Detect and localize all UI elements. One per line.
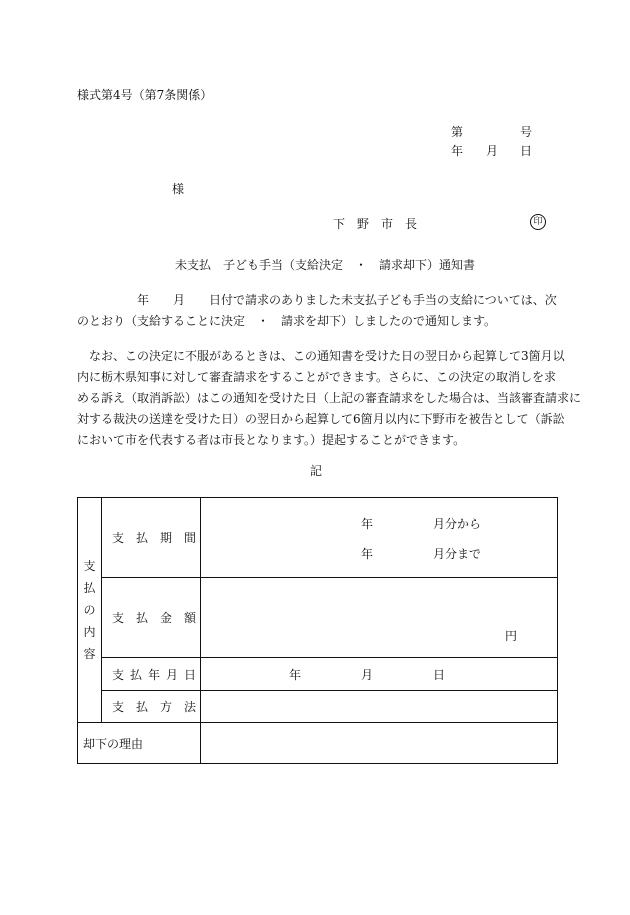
seal-mark: 印 — [530, 214, 546, 230]
paragraph-line: 対する裁決の送達を受けた日）の翌日から起算して6箇月以内に下野市を被告として（訴訟 — [77, 412, 565, 426]
group-label-char: 内 — [83, 625, 96, 639]
number-suffix: 号 — [520, 125, 533, 139]
ki-heading: 記 — [310, 464, 323, 478]
period-to-label: 月分まで — [433, 547, 482, 561]
period-from-label: 月分から — [433, 517, 482, 531]
period-value-cell[interactable] — [201, 498, 558, 578]
group-label-char: 払 — [83, 581, 96, 595]
paragraph-line: のとおり（支給することに決定 ・ 請求を却下）しましたので通知します。 — [77, 314, 497, 328]
group-label-char: の — [83, 603, 96, 617]
date-year: 年 — [451, 144, 464, 158]
reject-value-cell[interactable] — [201, 723, 558, 764]
date-label-cell: 支 払 年 月 日 — [102, 658, 201, 691]
paragraph-line: める訴え（取消訴訟）はこの通知を受けた日（上記の審査請求をした場合は、当該審査請求に — [77, 391, 582, 405]
pay-date-day: 日 — [433, 668, 446, 682]
amount-value-cell[interactable] — [201, 578, 558, 658]
pay-date-year: 年 — [289, 668, 302, 682]
paragraph-line: 年 月 日付で請求のありました未支払子ども手当の支給については、次 — [77, 293, 557, 307]
issuer: 下 野 市 長 — [333, 217, 418, 231]
pay-date-month: 月 — [361, 668, 374, 682]
amount-unit: 円 — [505, 629, 518, 643]
date-value-cell[interactable] — [201, 658, 558, 691]
method-value-cell[interactable] — [201, 691, 558, 723]
document-title: 未支払 子ども手当（支給決定 ・ 請求却下）通知書 — [175, 258, 476, 272]
form-number: 様式第4号（第7条関係） — [77, 88, 213, 102]
group-label-cell — [78, 498, 102, 723]
paragraph-1 — [77, 290, 557, 332]
paragraph-line: なお、この決定に不服があるときは、この通知書を受けた日の翌日から起算して3箇月以 — [77, 349, 565, 363]
reject-label-cell — [78, 723, 201, 764]
reject-label: 却下の理由 — [83, 736, 144, 751]
period-to-year: 年 — [361, 547, 374, 561]
period-from-year: 年 — [361, 517, 374, 531]
group-label-char: 支 — [83, 559, 96, 573]
paragraph-line: 内に栃木県知事に対して審査請求をすることができます。さらに、この決定の取消しを求 — [77, 370, 557, 384]
paragraph-line: において市を代表する者は市長となります。）提起することができます。 — [77, 433, 466, 447]
amount-label-cell: 支 払 金 額 — [102, 578, 201, 658]
date-month: 月 — [486, 144, 499, 158]
addressee-suffix: 様 — [172, 182, 185, 196]
group-label-char: 容 — [83, 647, 96, 661]
period-label-cell: 支 払 期 間 — [102, 498, 201, 578]
payment-table — [77, 497, 558, 764]
paragraph-2 — [77, 346, 582, 451]
number-prefix: 第 — [451, 125, 464, 139]
date-day: 日 — [520, 144, 533, 158]
method-label-cell: 支 払 方 法 — [102, 691, 201, 723]
